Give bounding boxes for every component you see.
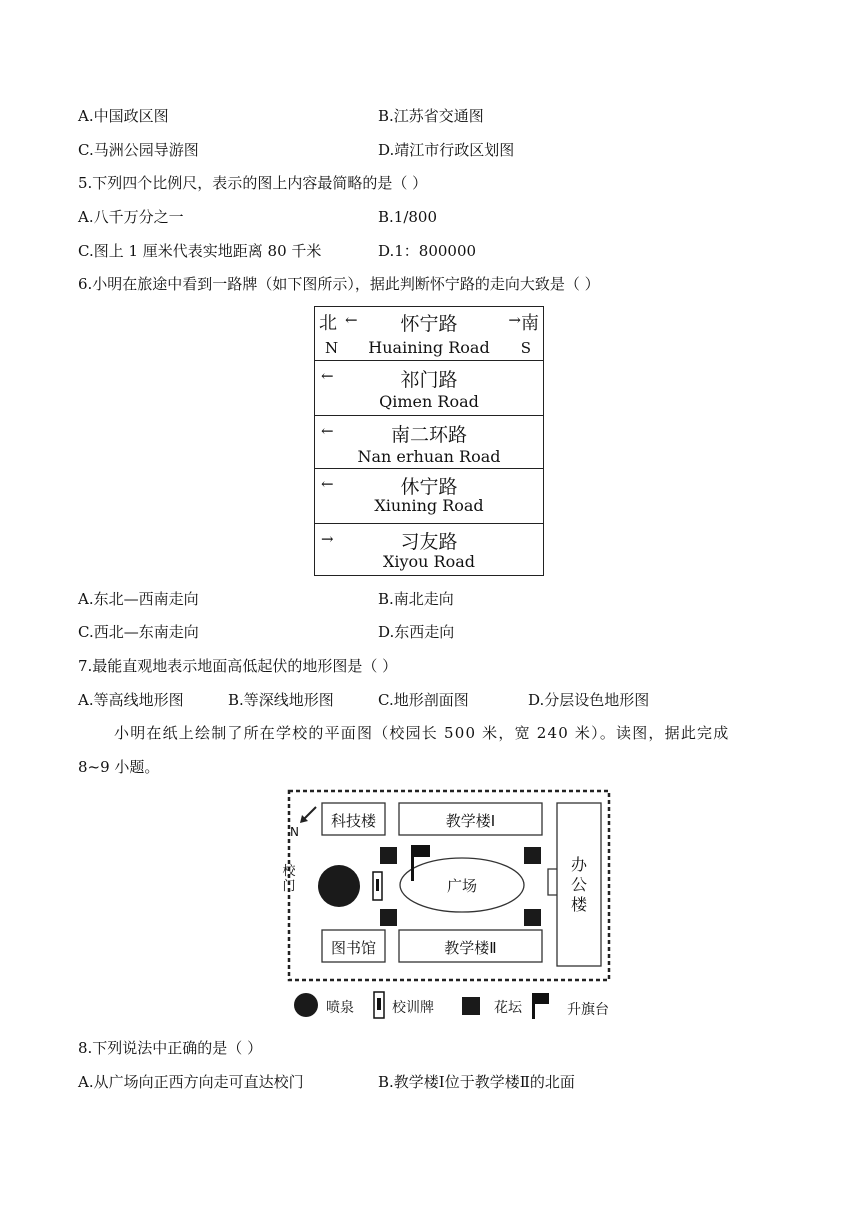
sign-row-huaining xyxy=(315,307,543,360)
q5-option-d: D.1：800000 xyxy=(378,242,477,260)
sign-row-xiuning xyxy=(315,468,543,523)
sign-row-nanerhuan xyxy=(315,415,543,468)
q4-option-b: B.江苏省交通图 xyxy=(378,107,484,125)
sign-road-en: Xiyou Road xyxy=(382,552,476,571)
q5-option-c: C.图上 1 厘米代表实地距离 80 千米 xyxy=(78,242,322,260)
sign-north-label: 北 xyxy=(319,313,337,334)
q6-option-a: A.东北—西南走向 xyxy=(78,590,199,608)
legend-flag-label: 升旗台 xyxy=(567,1002,609,1018)
sign-left-arrow-icon: ← xyxy=(345,311,358,329)
sign-road-en: Huaining Road xyxy=(368,338,490,357)
q7-option-d: D.分层设色地形图 xyxy=(528,691,650,709)
legend-flowerbed-icon xyxy=(462,997,480,1015)
q8-option-a: A.从广场向正西方向走可直达校门 xyxy=(78,1073,304,1091)
legend-fountain-icon xyxy=(294,993,318,1017)
sign-arrow-icon: → xyxy=(321,530,334,548)
flowerbed-icon xyxy=(380,909,397,926)
sci-tech-label: 科技楼 xyxy=(330,812,376,830)
legend-fountain-label: 喷泉 xyxy=(326,1000,354,1016)
legend-motto-label: 校训牌 xyxy=(392,1000,434,1016)
legend-flag-icon xyxy=(532,993,549,1019)
north-label: N xyxy=(290,825,299,839)
q7-option-c: C.地形剖面图 xyxy=(378,691,469,709)
q6-option-d: D.东西走向 xyxy=(378,623,455,641)
sign-road-en: Nan erhuan Road xyxy=(357,447,501,466)
sign-road-cn: 怀宁路 xyxy=(400,313,458,335)
fountain-icon xyxy=(318,865,360,907)
sign-row-xiyou xyxy=(315,523,543,575)
q6-option-b: B.南北走向 xyxy=(378,590,454,608)
q8-option-b: B.教学楼Ⅰ位于教学楼Ⅱ的北面 xyxy=(378,1073,575,1091)
office-entrance xyxy=(548,869,557,895)
school-gate-label: 校门 xyxy=(282,864,296,894)
q7-stem: 7.最能直观地表示地面高低起伏的地形图是（ ） xyxy=(78,657,398,675)
north-arrow-icon xyxy=(300,807,316,823)
sign-road-cn: 习友路 xyxy=(400,531,458,553)
road-sign-figure xyxy=(314,306,544,576)
q4-option-d: D.靖江市行政区划图 xyxy=(378,141,515,159)
q7-option-b: B.等深线地形图 xyxy=(228,691,334,709)
sign-arrow-icon: ← xyxy=(321,367,334,385)
passage-line-2: 8~9 小题。 xyxy=(78,758,160,776)
q4-option-c: C.马洲公园导游图 xyxy=(78,141,199,159)
flowerbed-icon xyxy=(524,909,541,926)
q4-option-a: A.中国政区图 xyxy=(78,107,169,125)
sign-row-qimen xyxy=(315,360,543,415)
office-label: 办公楼 xyxy=(570,855,587,914)
q5-option-b: B.1/800 xyxy=(378,208,438,226)
flowerbed-icon xyxy=(524,847,541,864)
sign-road-en: Xiuning Road xyxy=(374,496,484,515)
teaching-2-label: 教学楼Ⅱ xyxy=(444,939,497,957)
sign-road-cn: 祁门路 xyxy=(400,369,458,391)
q8-stem: 8.下列说法中正确的是（ ） xyxy=(78,1039,263,1057)
sign-north-en: N xyxy=(325,339,339,357)
square-label: 广场 xyxy=(446,877,477,895)
q7-option-a: A.等高线地形图 xyxy=(78,691,184,709)
library-label: 图书馆 xyxy=(330,939,376,957)
q6-option-c: C.西北—东南走向 xyxy=(78,623,199,641)
sign-arrow-icon: ← xyxy=(321,475,334,493)
teaching-1-label: 教学楼Ⅰ xyxy=(445,812,496,830)
campus-map-figure xyxy=(280,785,620,1025)
sign-arrow-icon: ← xyxy=(321,422,334,440)
sign-south-label: 南 xyxy=(521,313,539,334)
sign-road-cn: 南二环路 xyxy=(390,424,467,446)
q5-stem: 5.下列四个比例尺，表示的图上内容最简略的是（ ） xyxy=(78,174,428,192)
passage-line-1: 小明在纸上绘制了所在学校的平面图（校园长 500 米，宽 240 米）。读图，据此完成 xyxy=(114,724,730,742)
sign-road-en: Qimen Road xyxy=(379,392,479,411)
flowerbed-icon xyxy=(380,847,397,864)
q5-option-a: A.八千万分之一 xyxy=(78,208,184,226)
sign-south-en: S xyxy=(520,339,531,357)
legend-flowerbed-label: 花坛 xyxy=(494,1000,522,1016)
q6-stem: 6.小明在旅途中看到一路牌（如下图所示），据此判断怀宁路的走向大致是（ ） xyxy=(78,275,600,293)
sign-road-cn: 休宁路 xyxy=(400,476,458,498)
sign-right-arrow-icon: → xyxy=(508,311,521,329)
